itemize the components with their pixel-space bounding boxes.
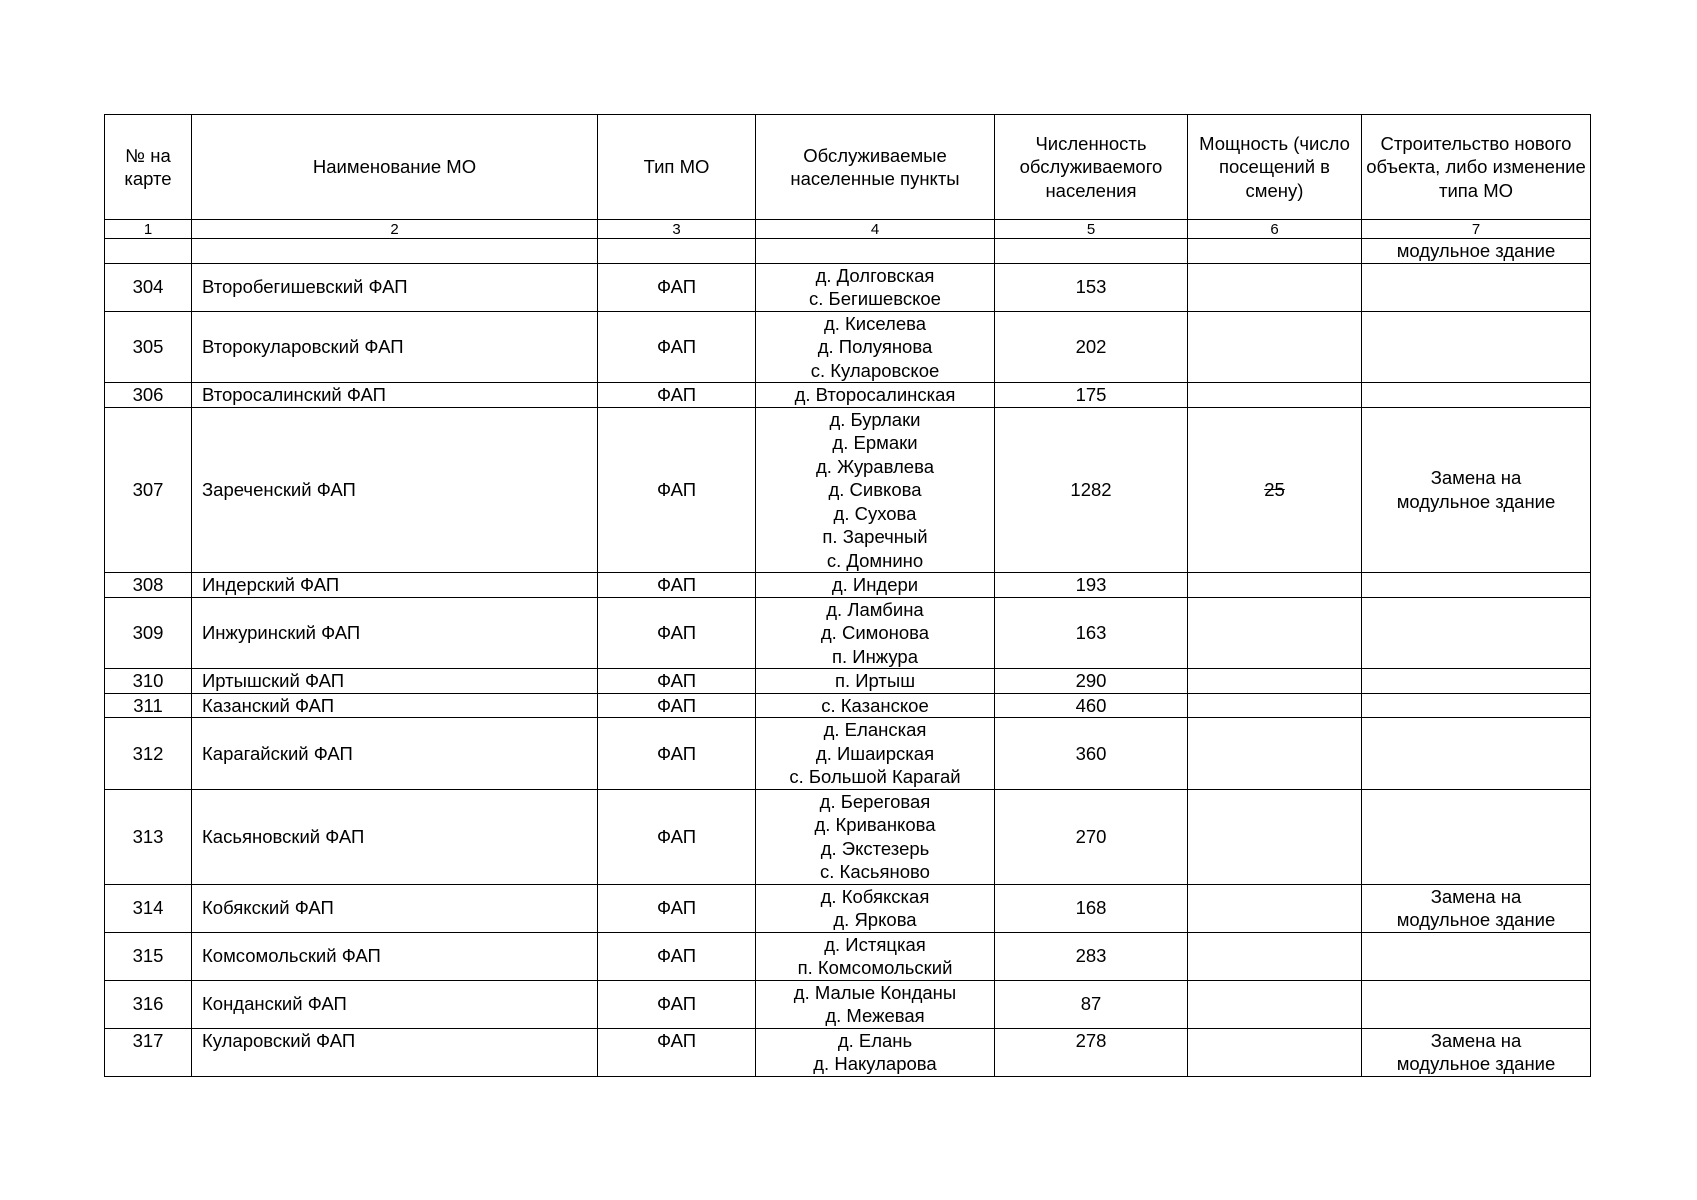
population-cell: 87 <box>995 980 1188 1028</box>
capacity-cell <box>1188 597 1362 669</box>
mo-name-cell: Комсомольский ФАП <box>192 932 598 980</box>
change-cell <box>1362 1028 1591 1076</box>
mo-type-cell: ФАП <box>598 573 756 598</box>
header-change: Строительство нового объекта, либо изменение типа МО <box>1362 115 1591 220</box>
settlements-cell <box>756 597 995 669</box>
population-cell: 270 <box>995 789 1188 884</box>
settlement-item: с. Бегишевское <box>809 288 941 309</box>
settlement-item: д. Истяцкая <box>824 933 926 955</box>
change-cell <box>1362 932 1591 980</box>
change-line: Замена на <box>1430 1029 1522 1051</box>
map-number-cell: 317 <box>105 1028 192 1076</box>
map-number-cell: 309 <box>105 597 192 669</box>
settlement-item: д. Елань <box>837 1029 913 1051</box>
mo-type-cell: ФАП <box>598 263 756 311</box>
table-row <box>105 311 1591 383</box>
header-map-number: № на карте <box>105 115 192 220</box>
settlements-cell <box>756 311 995 383</box>
change-cell <box>1362 789 1591 884</box>
map-number-cell: 316 <box>105 980 192 1028</box>
map-number-cell: 312 <box>105 718 192 790</box>
table-row <box>105 789 1591 884</box>
capacity-cell <box>1188 383 1362 408</box>
settlement-item: д. Сухова <box>833 502 917 524</box>
population-cell: 168 <box>995 884 1188 932</box>
table-row <box>105 884 1591 932</box>
settlement-item: д. Береговая <box>819 790 931 812</box>
capacity-value: 25 <box>1264 479 1285 500</box>
population-cell: 202 <box>995 311 1188 383</box>
capacity-cell <box>1188 311 1362 383</box>
change-line: модульное здание <box>1396 909 1556 930</box>
table-body <box>105 220 1591 1077</box>
mo-type-cell: ФАП <box>598 884 756 932</box>
settlement-item: п. Заречный <box>822 526 928 547</box>
capacity-cell <box>1188 407 1362 573</box>
mo-name-cell: Карагайский ФАП <box>192 718 598 790</box>
settlement-item: д. Межевая <box>825 1005 925 1026</box>
population-cell: 460 <box>995 693 1188 718</box>
settlements-cell <box>756 693 995 718</box>
settlements-cell <box>756 980 995 1028</box>
settlements-cell <box>756 573 995 598</box>
mo-name-cell: Конданский ФАП <box>192 980 598 1028</box>
map-number-cell: 307 <box>105 407 192 573</box>
column-number-row <box>105 220 1591 239</box>
change-cell <box>1362 597 1591 669</box>
change-cell <box>1362 311 1591 383</box>
capacity-cell <box>1188 932 1362 980</box>
mo-name-cell: Второбегишевский ФАП <box>192 263 598 311</box>
mo-type-cell: ФАП <box>598 669 756 694</box>
settlement-item: д. Ламбина <box>826 598 924 620</box>
capacity-cell <box>1188 718 1362 790</box>
settlement-item: д. Криванкова <box>814 814 936 835</box>
settlement-item: д. Кобякская <box>820 885 930 907</box>
capacity-cell <box>1188 980 1362 1028</box>
mo-type-cell: ФАП <box>598 932 756 980</box>
mo-type-cell: ФАП <box>598 1028 756 1076</box>
mo-name-cell: Зареченский ФАП <box>192 407 598 573</box>
settlement-item: д. Сивкова <box>828 479 922 500</box>
column-number: 4 <box>756 220 995 239</box>
settlement-item: д. Еланская <box>823 719 927 740</box>
table-row <box>105 263 1591 311</box>
settlement-item: д. Бурлаки <box>829 408 921 430</box>
header-row <box>105 115 1591 220</box>
population-cell: 175 <box>995 383 1188 408</box>
column-number: 3 <box>598 220 756 239</box>
table-row <box>105 1028 1591 1076</box>
population-cell: 153 <box>995 263 1188 311</box>
facilities-table <box>104 114 1591 1077</box>
mo-name-cell: Казанский ФАП <box>192 693 598 718</box>
column-number: 7 <box>1362 220 1591 239</box>
mo-name-cell: Куларовский ФАП <box>192 1028 598 1076</box>
settlement-item: д. Индери <box>831 574 919 595</box>
settlement-item: с. Казанское <box>821 694 929 716</box>
change-cell <box>1362 980 1591 1028</box>
population-cell: 283 <box>995 932 1188 980</box>
column-number: 1 <box>105 220 192 239</box>
table-row <box>105 597 1591 669</box>
population-cell: 360 <box>995 718 1188 790</box>
settlement-item: с. Домнино <box>826 549 924 571</box>
mo-type-cell: ФАП <box>598 383 756 408</box>
population-cell: 163 <box>995 597 1188 669</box>
header-capacity: Мощность (число посещений в смену) <box>1188 115 1362 220</box>
table-row <box>105 383 1591 408</box>
change-cell <box>1362 383 1591 408</box>
population-cell: 1282 <box>995 407 1188 573</box>
mo-name-cell: Второсалинский ФАП <box>192 383 598 408</box>
table-row <box>105 718 1591 790</box>
table-row <box>105 693 1591 718</box>
mo-name-cell: Второкуларовский ФАП <box>192 311 598 383</box>
capacity-cell <box>1188 789 1362 884</box>
settlement-item: д. Яркова <box>833 909 917 930</box>
capacity-cell <box>1188 573 1362 598</box>
map-number-cell: 314 <box>105 884 192 932</box>
settlement-item: д. Долговская <box>815 264 935 286</box>
mo-type-cell: ФАП <box>598 693 756 718</box>
settlement-item: д. Киселева <box>823 312 927 334</box>
header-population: Численность обслуживаемого населения <box>995 115 1188 220</box>
column-number: 6 <box>1188 220 1362 239</box>
table-cell <box>995 239 1188 264</box>
settlement-item: д. Малые Конданы <box>793 981 957 1003</box>
map-number-cell: 304 <box>105 263 192 311</box>
mo-name-cell: Инжуринский ФАП <box>192 597 598 669</box>
mo-type-cell: ФАП <box>598 597 756 669</box>
table-row <box>105 407 1591 573</box>
change-cell <box>1362 718 1591 790</box>
continuation-change-cell: модульное здание <box>1362 239 1591 264</box>
settlements-cell <box>756 718 995 790</box>
mo-type-cell: ФАП <box>598 311 756 383</box>
mo-type-cell: ФАП <box>598 407 756 573</box>
settlement-item: д. Полуянова <box>817 336 933 357</box>
change-line: Замена на <box>1430 885 1522 907</box>
settlements-cell <box>756 1028 995 1076</box>
mo-name-cell: Индерский ФАП <box>192 573 598 598</box>
settlement-item: д. Второсалинская <box>794 384 956 405</box>
table-cell <box>1188 239 1362 264</box>
map-number-cell: 310 <box>105 669 192 694</box>
settlement-item: с. Касьяново <box>820 861 930 882</box>
settlement-item: п. Комсомольский <box>797 957 953 978</box>
settlements-cell <box>756 383 995 408</box>
settlement-item: д. Накуларова <box>813 1053 937 1074</box>
change-line: модульное здание <box>1396 1053 1556 1074</box>
settlement-item: д. Симонова <box>820 622 930 643</box>
settlement-item: с. Куларовское <box>810 359 940 381</box>
settlements-cell <box>756 263 995 311</box>
table-cell <box>192 239 598 264</box>
settlements-cell <box>756 789 995 884</box>
settlement-item: д. Ишаирская <box>815 742 935 764</box>
settlement-item: п. Иртыш <box>834 670 916 691</box>
header-mo-name: Наименование МО <box>192 115 598 220</box>
table-cell <box>756 239 995 264</box>
settlements-cell <box>756 407 995 573</box>
change-cell <box>1362 573 1591 598</box>
change-line: Замена на <box>1430 467 1522 489</box>
header-mo-type: Тип МО <box>598 115 756 220</box>
settlements-cell <box>756 932 995 980</box>
table-cell <box>105 239 192 264</box>
continuation-row <box>105 239 1591 264</box>
settlements-cell <box>756 884 995 932</box>
population-cell: 193 <box>995 573 1188 598</box>
settlement-item: д. Ермаки <box>832 432 918 453</box>
mo-type-cell: ФАП <box>598 718 756 790</box>
change-line: модульное здание <box>1396 490 1556 512</box>
mo-type-cell: ФАП <box>598 789 756 884</box>
table-row <box>105 669 1591 694</box>
table-row <box>105 573 1591 598</box>
change-cell <box>1362 693 1591 718</box>
map-number-cell: 308 <box>105 573 192 598</box>
settlement-item: д. Журавлева <box>816 455 934 477</box>
column-number: 2 <box>192 220 598 239</box>
population-cell: 278 <box>995 1028 1188 1076</box>
settlement-item: с. Большой Карагай <box>789 766 961 787</box>
capacity-cell <box>1188 693 1362 718</box>
settlement-item: п. Инжура <box>831 645 918 667</box>
population-cell: 290 <box>995 669 1188 694</box>
capacity-cell <box>1188 1028 1362 1076</box>
map-number-cell: 315 <box>105 932 192 980</box>
map-number-cell: 311 <box>105 693 192 718</box>
map-number-cell: 306 <box>105 383 192 408</box>
mo-name-cell: Иртышский ФАП <box>192 669 598 694</box>
column-number: 5 <box>995 220 1188 239</box>
settlement-item: д. Экстезерь <box>820 837 930 859</box>
change-cell <box>1362 407 1591 573</box>
capacity-cell <box>1188 669 1362 694</box>
change-cell <box>1362 884 1591 932</box>
header-settlements: Обслуживаемые населенные пункты <box>756 115 995 220</box>
map-number-cell: 313 <box>105 789 192 884</box>
mo-name-cell: Кобякский ФАП <box>192 884 598 932</box>
table-row <box>105 980 1591 1028</box>
capacity-cell <box>1188 884 1362 932</box>
mo-type-cell: ФАП <box>598 980 756 1028</box>
mo-name-cell: Касьяновский ФАП <box>192 789 598 884</box>
map-number-cell: 305 <box>105 311 192 383</box>
settlements-cell <box>756 669 995 694</box>
change-cell <box>1362 669 1591 694</box>
table-row <box>105 932 1591 980</box>
change-cell <box>1362 263 1591 311</box>
capacity-cell <box>1188 263 1362 311</box>
table-cell <box>598 239 756 264</box>
